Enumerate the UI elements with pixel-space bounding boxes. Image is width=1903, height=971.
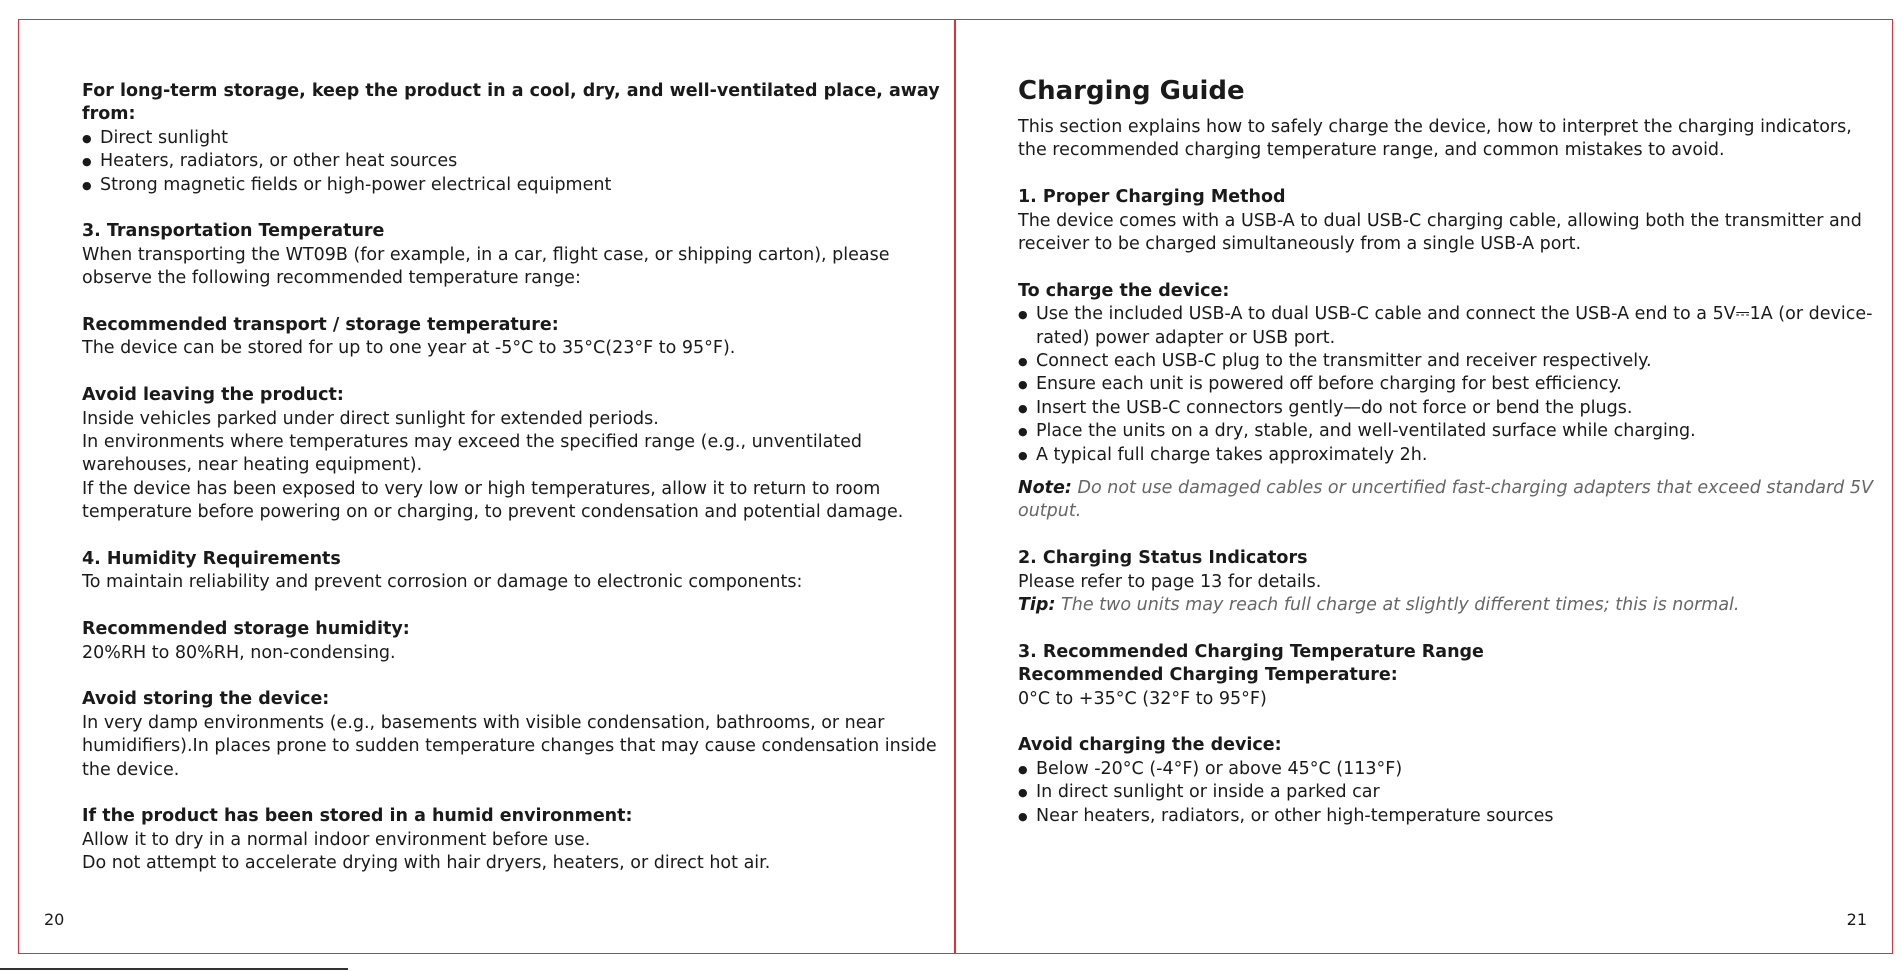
avoid-charging-list [1018, 758, 1878, 828]
list-item: ● In direct sunlight or inside a parked car [1018, 781, 1878, 804]
list-item: ● Place the units on a dry, stable, and well-ventilated surface while charging. [1018, 420, 1878, 443]
right-page-content [1018, 76, 1878, 828]
list-item: ● Ensure each unit is powered off before charging for best efficiency. [1018, 373, 1878, 396]
paragraph: When transporting the WT09B (for example, in a car, flight case, or shipping carton), please observe the following recommended temperature range: [82, 244, 890, 289]
right-page [955, 19, 1893, 954]
paragraph: The device comes with a USB-A to dual USB-C charging cable, allowing both the transmitter and receiver to be charged simultaneously from a single USB-A port. [1018, 210, 1862, 255]
section-heading-humidity: 4. Humidity Requirements [82, 549, 341, 570]
page-number: 20 [44, 910, 65, 929]
subheading-humid-environment: If the product has been stored in a humid environment: [82, 806, 633, 827]
left-page [18, 19, 955, 954]
note-block [1018, 477, 1878, 524]
note-text: Do not use damaged cables or uncertified fast-charging adapters that exceed standard 5V output. [1018, 478, 1873, 522]
subheading-avoid-leaving: Avoid leaving the product: [82, 385, 344, 406]
tip-text: The two units may reach full charge at slightly different times; this is normal. [1061, 595, 1740, 616]
tip-block [1018, 594, 1878, 617]
paragraph: In very damp environments (e.g., basements with visible condensation, bathrooms, or near humidifiers).In places prone to sudden temperature changes that may cause condensation inside the device. [82, 712, 937, 780]
paragraph: 0°C to +35°C (32°F to 95°F) [1018, 688, 1267, 709]
note-label: Note: [1018, 478, 1072, 499]
bottom-divider [0, 968, 348, 970]
section-heading-temperature-range: 3. Recommended Charging Temperature Range [1018, 641, 1484, 662]
subheading-avoid-charging: Avoid charging the device: [1018, 735, 1282, 756]
section-heading-charging-method: 1. Proper Charging Method [1018, 187, 1286, 208]
list-item: ● Connect each USB-C plug to the transmitter and receiver respectively. [1018, 350, 1878, 373]
list-item: ● Insert the USB-C connectors gently—do not force or bend the plugs. [1018, 397, 1878, 420]
paragraph: Do not attempt to accelerate drying with hair dryers, heaters, or direct hot air. [82, 853, 771, 874]
paragraph: This section explains how to safely charge the device, how to interpret the charging indicators, the recommended charging temperature range, and common mistakes to avoid. [1018, 117, 1852, 161]
paragraph: To maintain reliability and prevent corrosion or damage to electronic components: [82, 572, 803, 593]
subheading-avoid-storing: Avoid storing the device: [82, 689, 330, 710]
storage-intro: For long-term storage, keep the product in a cool, dry, and well-ventilated place, away from: [82, 81, 940, 125]
paragraph: Allow it to dry in a normal indoor environment before use. [82, 829, 591, 850]
paragraph: Inside vehicles parked under direct sunlight for extended periods. [82, 408, 659, 429]
charge-steps-list [1018, 303, 1878, 467]
list-item: ● Use the included USB-A to dual USB-C cable and connect the USB-A end to a 5V⎓1A (or device-rated) power adapter or USB port. [1018, 303, 1878, 350]
paragraph: In environments where temperatures may exceed the specified range (e.g., unventilated warehouses, near heating equipment). [82, 432, 863, 476]
left-page-content [82, 80, 942, 876]
list-item: ● Near heaters, radiators, or other high-temperature sources [1018, 805, 1878, 828]
subheading-to-charge: To charge the device: [1018, 280, 1230, 301]
list-item: ● Below -20°C (-4°F) or above 45°C (113°F) [1018, 758, 1878, 781]
page-title: Charging Guide [1018, 76, 1245, 106]
list-item: ● Heaters, radiators, or other heat sources [82, 150, 942, 173]
section-heading-status-indicators: 2. Charging Status Indicators [1018, 548, 1308, 569]
paragraph: Please refer to page 13 for details. [1018, 571, 1322, 592]
page-number: 21 [1846, 910, 1867, 929]
storage-list [82, 127, 942, 197]
list-item: ● Strong magnetic fields or high-power electrical equipment [82, 174, 942, 197]
subheading-charging-temp: Recommended Charging Temperature: [1018, 665, 1398, 686]
subheading-transport-temp: Recommended transport / storage temperature: [82, 315, 559, 336]
paragraph: 20%RH to 80%RH, non-condensing. [82, 642, 396, 663]
section-heading-transport: 3. Transportation Temperature [82, 221, 385, 242]
paragraph: If the device has been exposed to very low or high temperatures, allow it to return to room temperature before powering on or charging, to prevent condensation and potential damage. [82, 478, 904, 523]
list-item: ● A typical full charge takes approximately 2h. [1018, 444, 1878, 467]
list-item: ● Direct sunlight [82, 127, 942, 150]
subheading-humidity: Recommended storage humidity: [82, 619, 410, 640]
paragraph: The device can be stored for up to one year at -5°C to 35°C(23°F to 95°F). [82, 338, 736, 359]
tip-label: Tip: [1018, 595, 1056, 616]
